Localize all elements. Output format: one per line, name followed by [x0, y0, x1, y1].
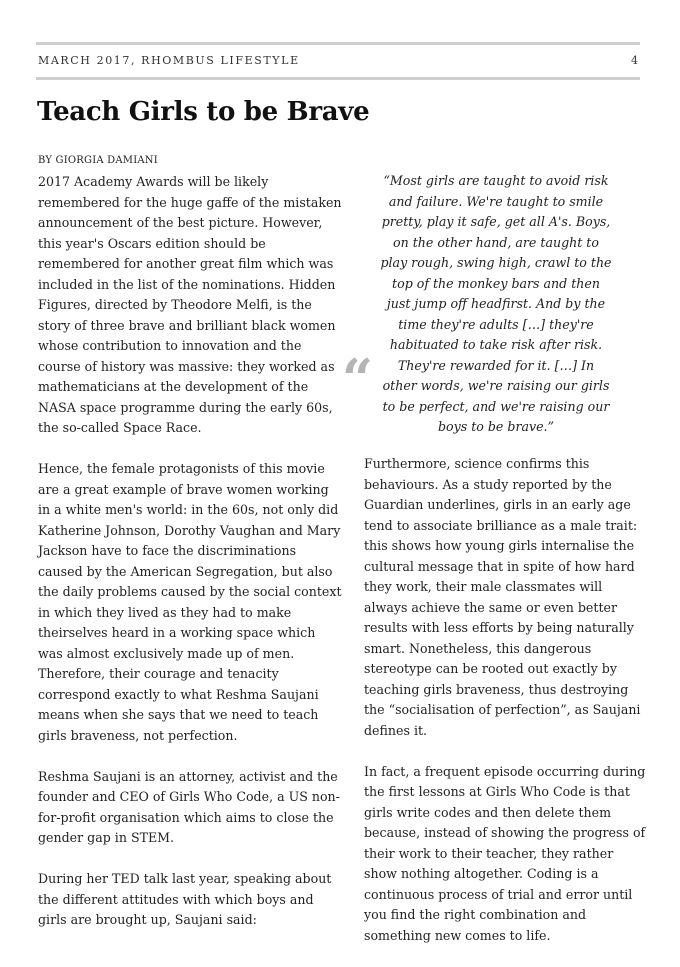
header-rule-top	[36, 42, 640, 45]
article-title: Teach Girls to be Brave	[37, 97, 370, 127]
right-column	[364, 454, 648, 967]
body-paragraph: During her TED talk last year, speaking about the different attitudes with which boys and girls are brought up, Saujani said:	[38, 871, 332, 927]
left-column	[38, 172, 344, 951]
running-head: MARCH 2017, RHOMBUS LIFESTYLE	[38, 54, 300, 67]
body-paragraph: Furthermore, science confirms this behaviours. As a study reported by the Guardian underlines, girls in an early age tend to associate brilliance as a male trait: this shows how young girls internalise the cultural message that in spite of how hard they work, their male classmates will always achieve the same or even better results with less efforts by being naturally smart. Nonetheless, this dangerous stereotype can be rooted out exactly by teaching girls braveness, thus destroying the “socialisation of perfection”, as Saujani defines it.	[364, 456, 641, 738]
pull-quote: “Most girls are taught to avoid risk and failure. We're taught to smile pretty, play it safe, get all A's. Boys, on the other hand, are taught to play rough, swing high, crawl to the top of the monkey bars and then just jump off headfirst. And by the time they're adults […] they're habituated to take risk after risk. They're rewarded for it. […] In other words, we're raising our girls to be perfect, and we're raising our boys to be brave.”	[380, 173, 612, 434]
header-rule-bottom	[36, 77, 640, 80]
body-paragraph: 2017 Academy Awards will be likely remembered for the huge gaffe of the mistaken announcement of the best picture. However, this year's Oscars edition should be remembered for another great film which was included in the list of the nominations. Hidden Figures, directed by Theodore Melfi, is the story of three brave and brilliant black women whose contribution to innovation and the course of history was massive: they worked as mathematicians at the development of the NASA space programme during the early 60s, the so-called Space Race.	[38, 174, 342, 435]
body-paragraph: Hence, the female protagonists of this movie are a great example of brave women working in a white men's world: in the 60s, not only did Katherine Johnson, Dorothy Vaughan and Mary Jackson have to face the discriminations caused by the American Segregation, but also the daily problems caused by the social context in which they lived as they had to make theirselves heard in a working space which was almost exclusively made up of men. Therefore, their courage and tenacity correspond exactly to what Reshma Saujani means when she says that we need to teach girls braveness, not perfection.	[38, 461, 342, 743]
quote-mark-icon: “	[342, 347, 374, 411]
body-paragraph: In fact, a frequent episode occurring during the first lessons at Girls Who Code is that girls write codes and then delete them because, instead of showing the progress of their work to their teacher, they rather show nothing altogether. Coding is a continuous process of trial and error until you find the right combination and something new comes to life.	[364, 763, 646, 943]
page-number: 4	[631, 54, 638, 67]
article-byline: BY GIORGIA DAMIANI	[38, 155, 158, 166]
body-paragraph: Reshma Saujani is an attorney, activist and the founder and CEO of Girls Who Code, a US non-for-profit organisation which aims to close the gender gap in STEM.	[38, 768, 340, 845]
